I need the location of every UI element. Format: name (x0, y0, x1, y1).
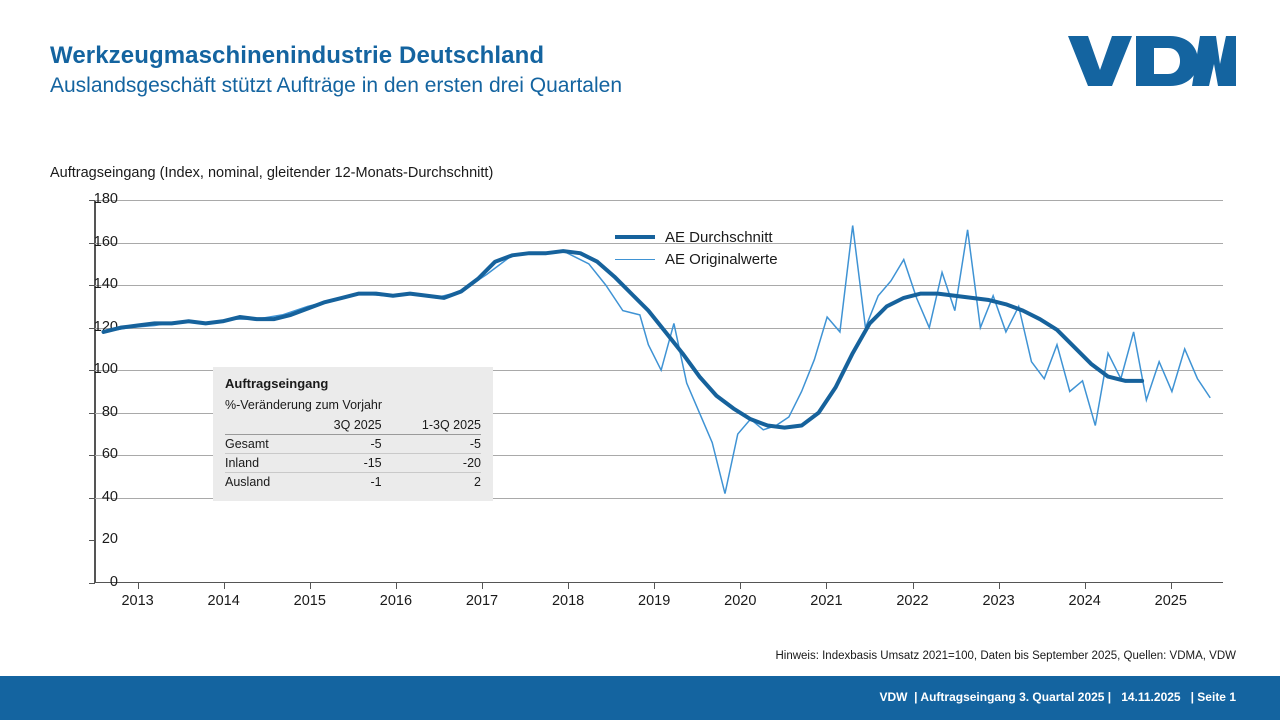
legend-swatch-durchschnitt (615, 235, 655, 239)
y-tick-160: 160 (93, 233, 118, 250)
x-tick-2016: 2016 (379, 593, 413, 609)
table-row (225, 473, 481, 492)
inland-13q2025: -20 (382, 454, 481, 473)
x-tick-2021: 2021 (810, 593, 843, 609)
legend-label-originalwerte: AE Originalwerte (665, 250, 778, 268)
chart-legend (615, 226, 778, 270)
legend-label-durchschnitt: AE Durchschnitt (665, 228, 773, 246)
title-block (50, 42, 622, 99)
row-label-inland: Inland (225, 454, 301, 473)
y-tick-80: 80 (101, 403, 118, 420)
footer-doc: | Auftragseingang 3. Quartal 2025 | (914, 690, 1112, 704)
x-tick-2019: 2019 (638, 593, 671, 609)
legend-swatch-originalwerte (615, 259, 655, 260)
vdw-logo (1066, 34, 1236, 88)
table-row (225, 435, 481, 454)
footer-text (880, 690, 1237, 704)
chart-caption: Auftragseingang (Index, nominal, gleitender 12-Monats-Durchschnitt) (50, 165, 494, 181)
y-tick-20: 20 (101, 531, 118, 548)
y-tick-40: 40 (101, 488, 118, 505)
x-tick-2014: 2014 (207, 593, 240, 609)
y-tick-120: 120 (93, 318, 118, 335)
databox-subtitle: %-Veränderung zum Vorjahr (225, 398, 383, 412)
col-header-3q2025: 3Q 2025 (301, 418, 382, 435)
x-tick-2025: 2025 (1154, 593, 1187, 609)
x-tick-2013: 2013 (121, 593, 154, 609)
x-tick-2015: 2015 (293, 593, 326, 609)
x-tick-2023: 2023 (982, 593, 1015, 609)
y-tick-180: 180 (93, 191, 118, 207)
legend-item-originalwerte (615, 248, 778, 270)
data-summary-box (213, 367, 493, 501)
x-tick-2022: 2022 (896, 593, 929, 609)
databox-title: Auftragseingang (225, 376, 329, 391)
footer-brand: VDW (879, 690, 908, 704)
footer-bar (0, 676, 1280, 720)
ausland-3q2025: -1 (370, 475, 382, 489)
source-note: Hinweis: Indexbasis Umsatz 2021=100, Daten bis September 2025, Quellen: VDMA, VDW (775, 650, 1236, 662)
y-tick-60: 60 (101, 446, 118, 463)
inland-3q2025: -15 (301, 454, 382, 473)
x-tick-2020: 2020 (724, 593, 757, 609)
x-tick-2024: 2024 (1068, 593, 1101, 609)
footer-page: | Seite 1 (1190, 690, 1236, 704)
col-header-13q2025: 1-3Q 2025 (382, 418, 481, 435)
row-label-ausland: Ausland (225, 475, 271, 489)
gesamt-3q2025: -5 (301, 435, 382, 454)
y-tick-0: 0 (109, 574, 118, 590)
x-tick-2018: 2018 (551, 593, 585, 609)
databox-table (225, 418, 481, 491)
y-tick-100: 100 (93, 361, 118, 378)
row-label-gesamt: Gesamt (225, 435, 301, 454)
legend-item-durchschnitt (615, 226, 778, 248)
x-tick-2017: 2017 (465, 593, 499, 609)
page-title: Werkzeugmaschinenindustrie Deutschland (50, 42, 545, 69)
table-header-row (225, 418, 481, 435)
gesamt-13q2025: -5 (382, 435, 481, 454)
col-header-label (225, 418, 301, 435)
footer-date: 14.11.2025 (1121, 690, 1181, 704)
ausland-13q2025: 2 (474, 475, 481, 489)
y-tick-140: 140 (93, 276, 118, 293)
page-subtitle: Auslandsgeschäft stützt Aufträge in den ersten drei Quartalen (50, 74, 623, 97)
table-row (225, 454, 481, 473)
